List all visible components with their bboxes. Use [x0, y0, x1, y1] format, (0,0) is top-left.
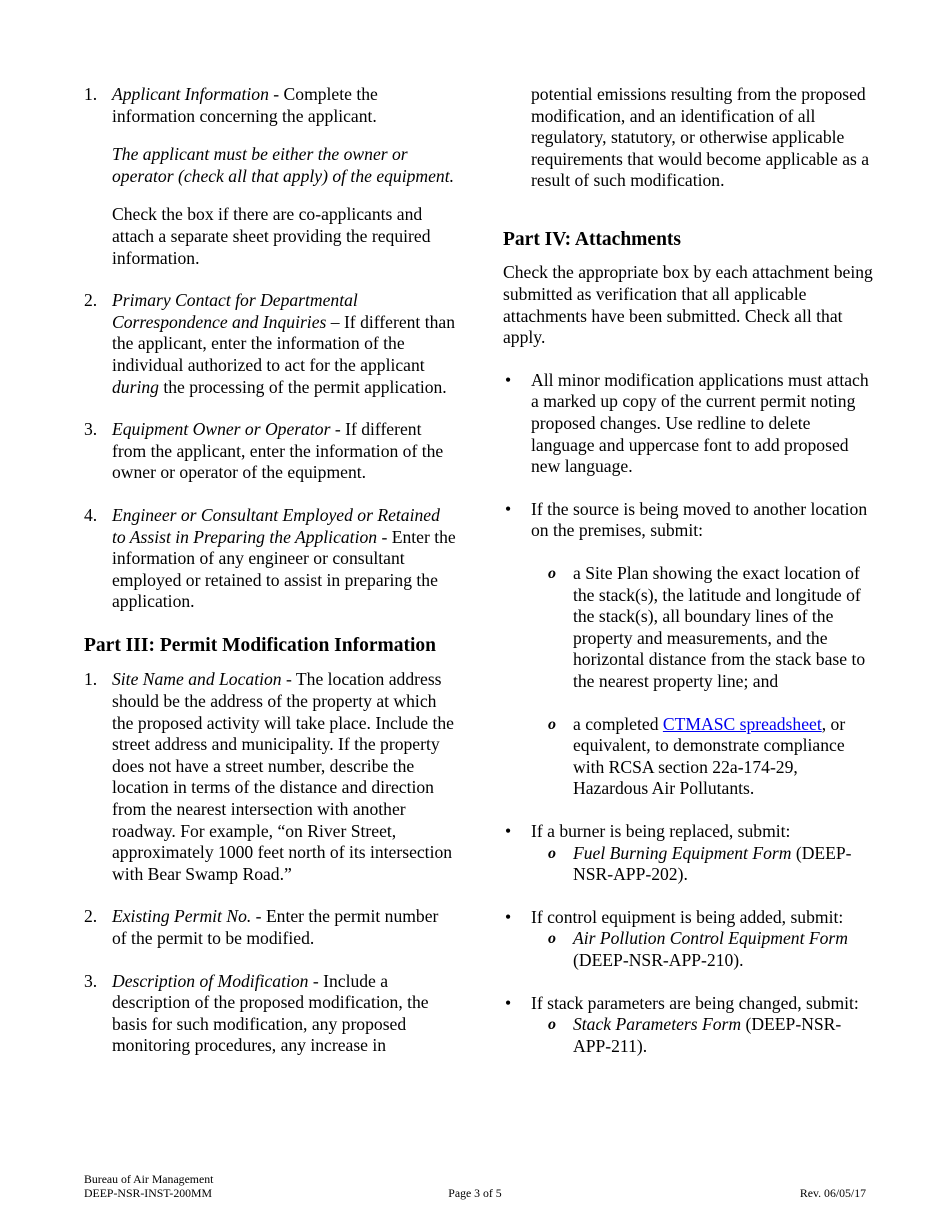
- circle-bullet-icon: o: [548, 1016, 556, 1034]
- item-separator: -: [308, 970, 324, 991]
- circle-bullet-icon: o: [548, 565, 556, 582]
- attachment-bullet-stack-parameters: • If stack parameters are being changed, submit:: [505, 992, 859, 1013]
- attachment-bullet-control-equipment: • If control equipment is being added, submit:: [505, 906, 844, 927]
- item-number: 1.: [84, 84, 98, 104]
- item-separator: -: [377, 526, 392, 547]
- item-title: Site Name and Location: [112, 669, 282, 690]
- footer-page-number: Page 3 of 5: [448, 1186, 502, 1200]
- item-separator: -: [281, 669, 296, 690]
- instruction-item-primary-contact: [84, 290, 456, 398]
- attachments-intro: Check the appropriate box by each attachment being submitted as verification that all applicable attachments have been submitted. Check all that apply.: [503, 262, 873, 348]
- circle-bullet-icon: o: [548, 844, 556, 862]
- item-note: Check the box if there are co-applicants and attach a separate sheet providing the required information.: [112, 204, 431, 268]
- item-separator: -: [268, 84, 284, 104]
- item-number: 3.: [84, 970, 98, 991]
- footer-org: Bureau of Air Management: [84, 1172, 214, 1186]
- right-column: [503, 84, 875, 1057]
- circle-bullet-icon: o: [548, 715, 556, 733]
- attachment-subitem-site-plan: o a Site Plan showing the exact location of the stack(s), the latitude and longitude of the stack(s), all boundary lines of the property and measurements, and the horizontal distance from the stack base to the nearest property line; and: [548, 563, 866, 691]
- item-title: Existing Permit No.: [112, 906, 252, 927]
- item-body: Enter the permit number of the permit to be modified.: [112, 906, 439, 948]
- attachment-subitem-fuel-burning-form: o Fuel Burning Equipment Form (DEEP-NSR-APP-202).: [548, 842, 852, 885]
- item-body: If different from the applicant, enter the information of the owner or operator of the equipment.: [112, 419, 444, 483]
- item-title: Primary Contact for Departmental Correspondence and Inquiries: [112, 290, 358, 332]
- instruction-item-engineer-consultant: [84, 505, 456, 613]
- instruction-item-existing-permit: [84, 906, 456, 949]
- item-separator: -: [330, 419, 346, 440]
- circle-bullet-icon: o: [548, 930, 556, 948]
- item-number: 2.: [84, 290, 98, 311]
- item-emphasis: during: [112, 376, 159, 397]
- section-heading-part-iii: Part III: Permit Modification Information: [84, 634, 437, 656]
- item-text: [112, 669, 456, 885]
- left-column: [84, 84, 456, 1057]
- attachment-bullet-minor-modification: • All minor modification applications must attach a marked up copy of the current permit noting proposed changes. Use redline to delete language and uppercase font to add proposed new language.: [505, 369, 869, 477]
- ctmasc-spreadsheet-link[interactable]: CTMASC spreadsheet: [662, 713, 822, 734]
- bullet-icon: •: [505, 498, 512, 519]
- item-title: Applicant Information: [112, 84, 269, 104]
- bullet-icon: •: [505, 369, 512, 390]
- attachment-subitem-stack-parameters-form: o Stack Parameters Form (DEEP-NSR-APP-211).: [548, 1014, 842, 1056]
- bullet-icon: •: [505, 992, 512, 1013]
- item-separator: -: [251, 906, 266, 927]
- attachment-subitem-ctmasc: o a completed CTMASC spreadsheet, or equivalent, to demonstrate compliance with RCSA section 22a-174-29, Hazardous Air Pollutants.: [548, 713, 846, 799]
- instruction-item-description-modification: [84, 971, 456, 1057]
- item-body: The location address should be the address of the property at which the proposed activity will take place. Include the street address and municipality. If the property does not have a street number, describe the location in terms of the distance and direction from the nearest intersection with another roadway. For example, “on River Street, approximately 1000 feet north of its intersection with Bear Swamp Road.”: [112, 669, 454, 884]
- section-heading-part-iv: Part IV: Attachments: [503, 228, 682, 250]
- item-text: [112, 971, 456, 1057]
- item-number: 2.: [84, 906, 98, 927]
- attachment-bullet-burner-replaced: • If a burner is being replaced, submit:: [505, 820, 791, 841]
- footer-form-id: DEEP-NSR-INST-200MM: [84, 1186, 213, 1200]
- item-text: [112, 505, 456, 613]
- item-separator: –: [326, 311, 344, 332]
- item-text: [112, 906, 456, 949]
- bullet-icon: •: [505, 820, 512, 841]
- instruction-item-site-name: [84, 669, 456, 885]
- item-body-end: the processing of the permit application.: [158, 376, 447, 397]
- item-body: Include a description of the proposed modification, the basis for such modification, any proposed monitoring procedures, any increase in: [112, 970, 429, 1056]
- item-number: 1.: [84, 669, 98, 690]
- item-number: 3.: [84, 419, 98, 440]
- item-text: [112, 84, 456, 127]
- attachment-subitem-control-equipment-form: o Air Pollution Control Equipment Form (DEEP-NSR-APP-210).: [548, 928, 848, 970]
- item-body: Complete the information concerning the applicant.: [112, 84, 378, 126]
- instruction-item-equipment-owner: [84, 419, 456, 484]
- item-number: 4.: [84, 504, 98, 525]
- instruction-item-applicant-information: [84, 84, 456, 269]
- attachment-bullet-source-moved: • If the source is being moved to another location on the premises, submit:: [505, 498, 868, 541]
- item-title: Engineer or Consultant Employed or Retained to Assist in Preparing the Application: [112, 504, 440, 547]
- item-title: Equipment Owner or Operator: [112, 419, 331, 440]
- item-text: [112, 290, 456, 398]
- item-text: [112, 419, 456, 484]
- continued-text: potential emissions resulting from the proposed modification, and an identification of all regulatory, statutory, or otherwise applicable requirements that would become applicable as a result of such modification.: [531, 84, 870, 191]
- item-body: Enter the information of any engineer or consultant employed or retained to assist in preparing the application.: [112, 526, 456, 612]
- footer-revision: Rev. 06/05/17: [799, 1186, 866, 1200]
- item-title: Description of Modification: [112, 970, 309, 991]
- item-note-italic: The applicant must be either the owner or operator (check all that apply) of the equipment.: [112, 144, 455, 186]
- item-body: If different than the applicant, enter the information of the individual authorized to act for the applicant: [112, 311, 456, 375]
- bullet-icon: •: [505, 906, 512, 927]
